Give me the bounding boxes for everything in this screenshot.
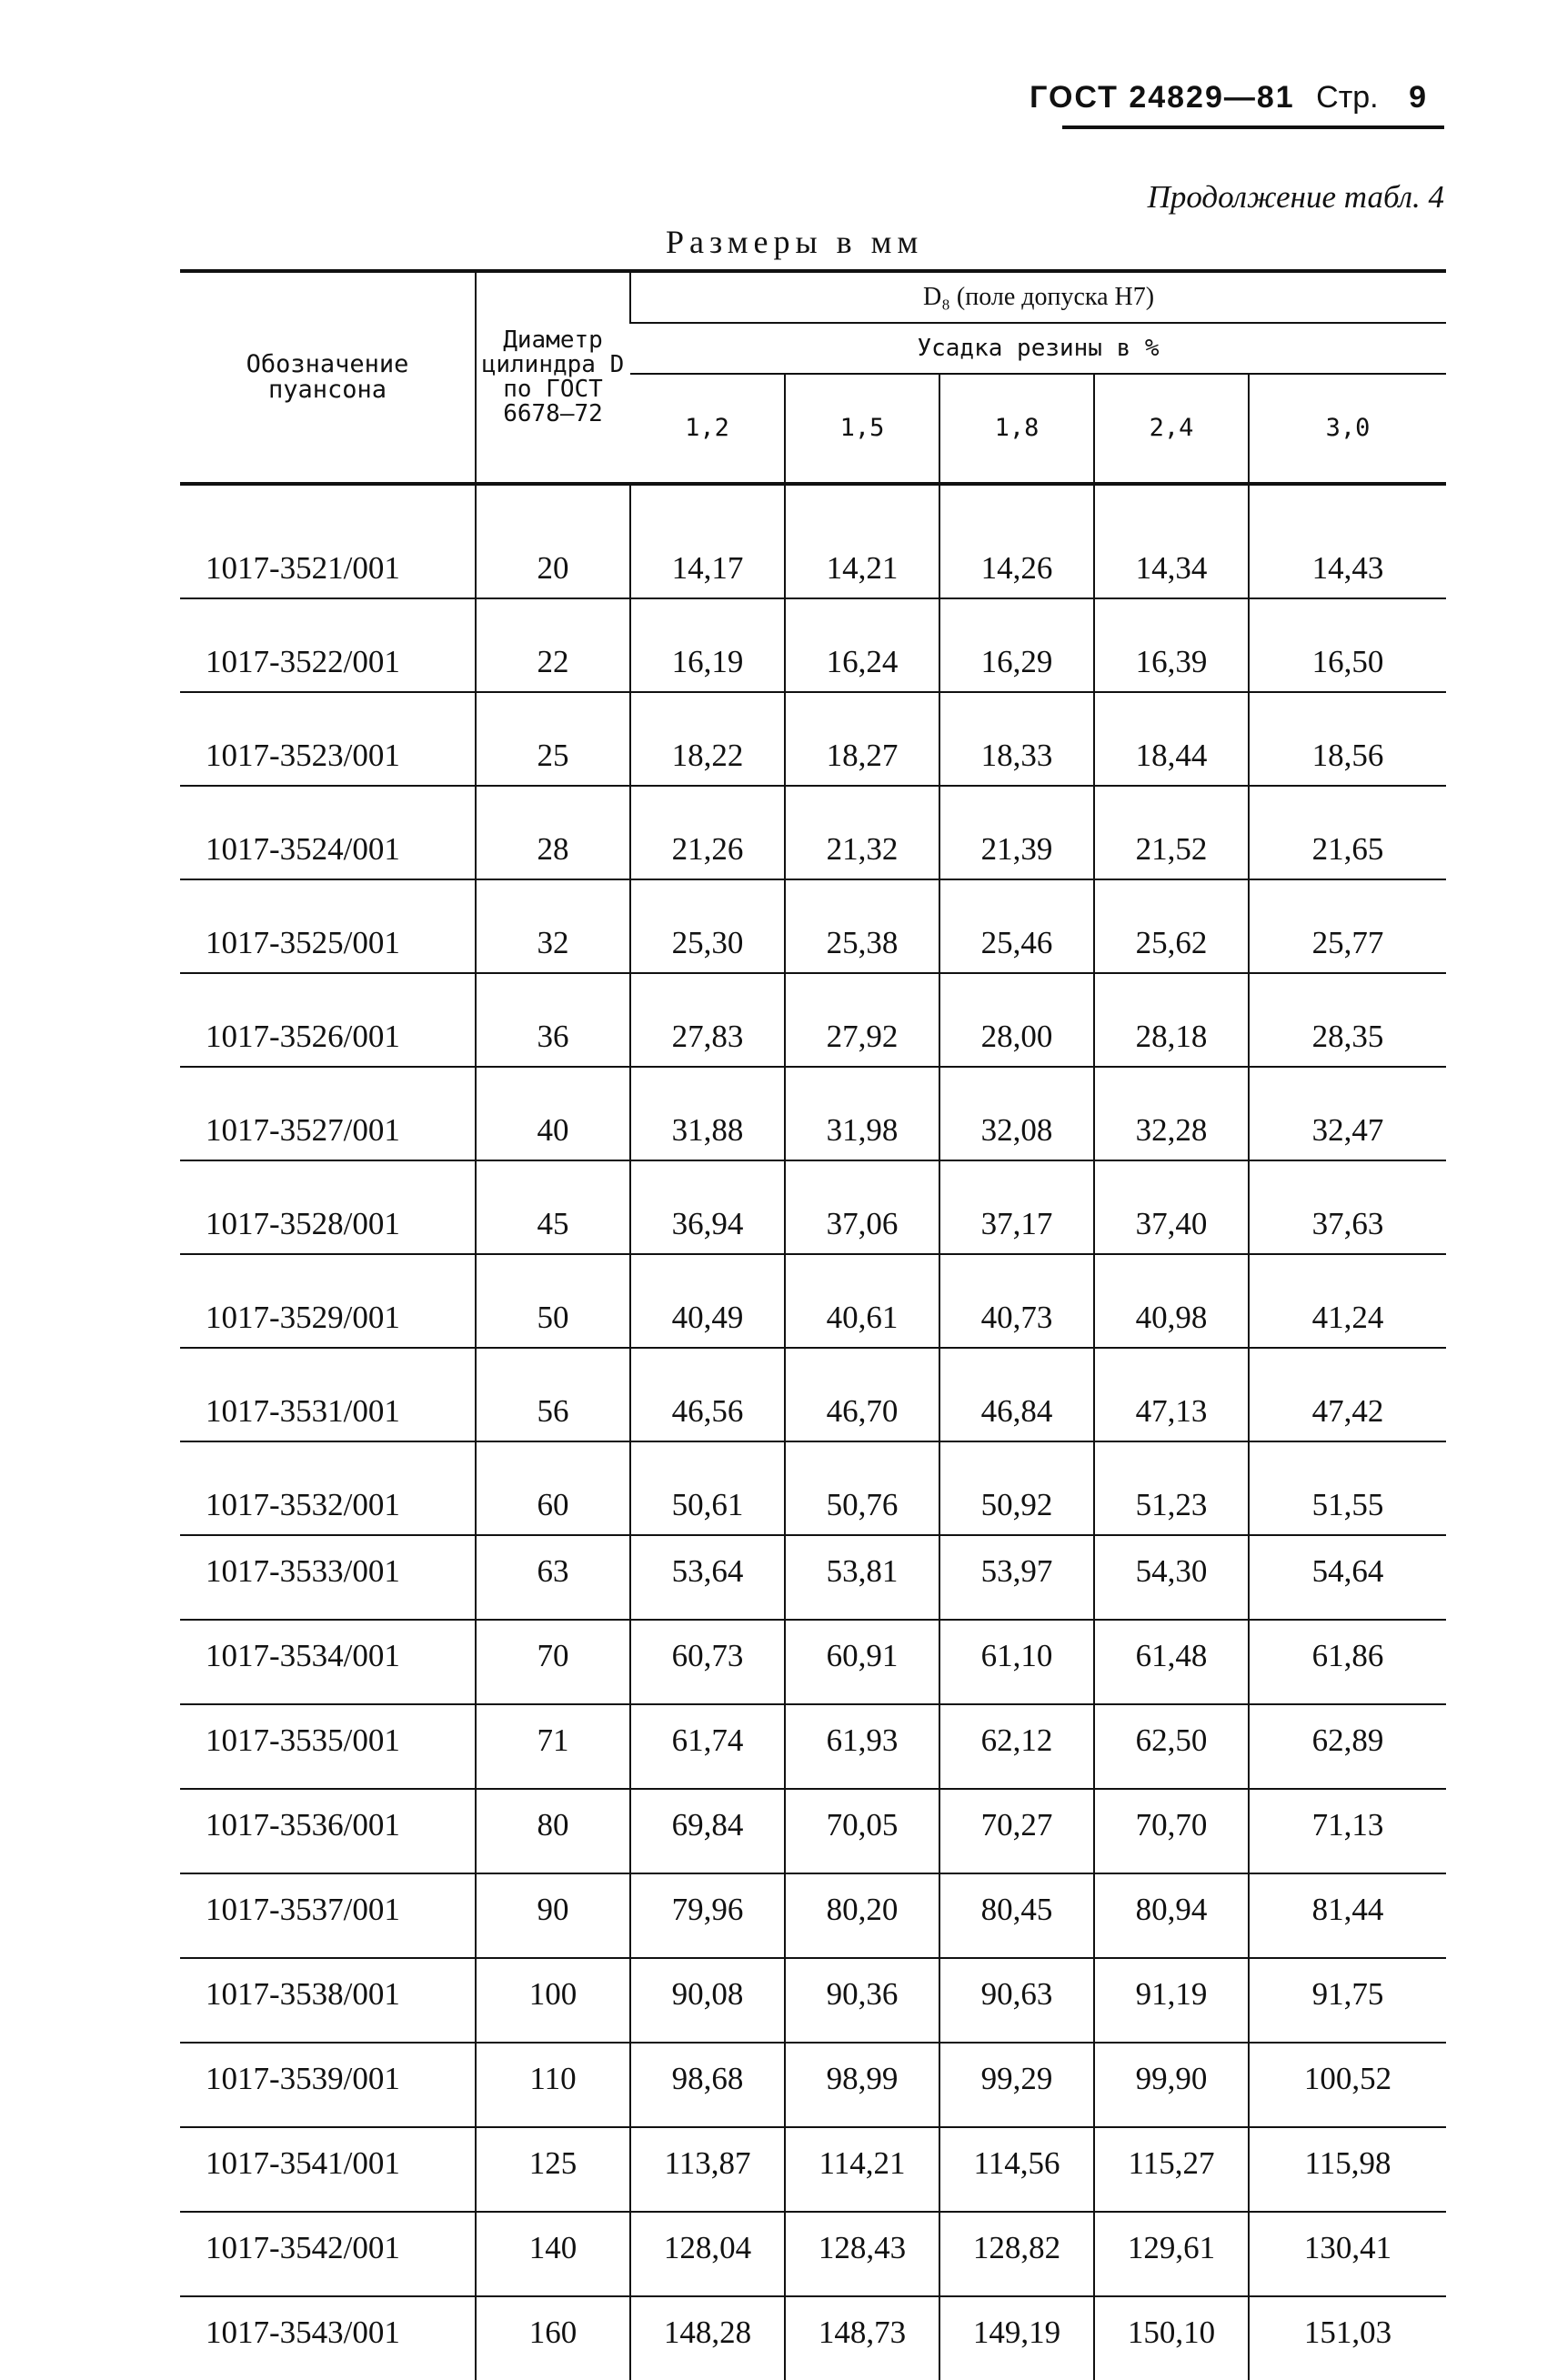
- table-row: [180, 1873, 1446, 1958]
- cell-d8-value: 90,36: [785, 1958, 939, 2043]
- cell-d8-value: 70,70: [1094, 1789, 1249, 1873]
- cell-d8-value: 18,22: [630, 692, 785, 786]
- cell-d8-value: 148,73: [785, 2296, 939, 2380]
- table-row: [180, 973, 1446, 1067]
- table-continuation-label: Продолжение табл. 4: [1147, 179, 1444, 215]
- cell-d8-value: 70,27: [939, 1789, 1094, 1873]
- table-row: [180, 1067, 1446, 1160]
- cell-designation: 1017-3531/001: [180, 1348, 476, 1441]
- cell-d8-value: 46,56: [630, 1348, 785, 1441]
- cell-d8-value: 27,92: [785, 973, 939, 1067]
- cell-d8-value: 60,73: [630, 1620, 785, 1704]
- cell-d8-value: 31,98: [785, 1067, 939, 1160]
- cell-diameter: 32: [476, 879, 630, 973]
- cell-diameter: 63: [476, 1535, 630, 1620]
- cell-diameter: 140: [476, 2212, 630, 2296]
- cell-d8-value: 14,34: [1094, 484, 1249, 598]
- header-diameter: Диаметр цилиндра D по ГОСТ 6678—72: [476, 271, 630, 484]
- cell-d8-value: 37,06: [785, 1160, 939, 1254]
- header-designation: Обозначение пуансона: [246, 350, 409, 404]
- cell-diameter: 50: [476, 1254, 630, 1348]
- table-row: [180, 1620, 1446, 1704]
- header-shrinkage: Усадка резины в %: [630, 323, 1446, 374]
- cell-d8-value: 54,30: [1094, 1535, 1249, 1620]
- cell-d8-value: 62,12: [939, 1704, 1094, 1789]
- cell-d8-value: 36,94: [630, 1160, 785, 1254]
- cell-d8-value: 90,63: [939, 1958, 1094, 2043]
- cell-d8-value: 114,21: [785, 2127, 939, 2212]
- cell-diameter: 22: [476, 598, 630, 692]
- cell-designation: 1017-3535/001: [180, 1704, 476, 1789]
- cell-d8-value: 14,21: [785, 484, 939, 598]
- cell-d8-value: 91,75: [1249, 1958, 1446, 2043]
- cell-diameter: 20: [476, 484, 630, 598]
- cell-d8-value: 28,18: [1094, 973, 1249, 1067]
- cell-diameter: 71: [476, 1704, 630, 1789]
- page-header: [1030, 80, 1426, 115]
- header-shrinkage-col: 2,4: [1094, 374, 1249, 484]
- cell-designation: 1017-3523/001: [180, 692, 476, 786]
- cell-d8-value: 98,99: [785, 2043, 939, 2127]
- table-row: [180, 786, 1446, 879]
- table-row: [180, 1254, 1446, 1348]
- cell-d8-value: 53,64: [630, 1535, 785, 1620]
- cell-d8-value: 128,04: [630, 2212, 785, 2296]
- cell-designation: 1017-3538/001: [180, 1958, 476, 2043]
- cell-d8-value: 50,61: [630, 1441, 785, 1535]
- cell-d8-value: 51,55: [1249, 1441, 1446, 1535]
- cell-d8-value: 25,77: [1249, 879, 1446, 973]
- cell-d8-value: 61,48: [1094, 1620, 1249, 1704]
- cell-d8-value: 61,10: [939, 1620, 1094, 1704]
- cell-designation: 1017-3542/001: [180, 2212, 476, 2296]
- cell-d8-value: 21,39: [939, 786, 1094, 879]
- table-row: [180, 1348, 1446, 1441]
- cell-d8-value: 114,56: [939, 2127, 1094, 2212]
- cell-d8-value: 70,05: [785, 1789, 939, 1873]
- cell-d8-value: 51,23: [1094, 1441, 1249, 1535]
- table-row: [180, 1441, 1446, 1535]
- cell-diameter: 90: [476, 1873, 630, 1958]
- cell-diameter: 56: [476, 1348, 630, 1441]
- cell-d8-value: 40,61: [785, 1254, 939, 1348]
- cell-d8-value: 128,43: [785, 2212, 939, 2296]
- table-header: [180, 271, 1446, 484]
- header-shrinkage-col: 1,8: [939, 374, 1094, 484]
- cell-d8-value: 61,74: [630, 1704, 785, 1789]
- cell-diameter: 60: [476, 1441, 630, 1535]
- cell-diameter: 110: [476, 2043, 630, 2127]
- cell-d8-value: 16,39: [1094, 598, 1249, 692]
- cell-designation: 1017-3521/001: [180, 484, 476, 598]
- cell-designation: 1017-3524/001: [180, 786, 476, 879]
- header-d8-tolerance: D₈ (поле допуска H7): [630, 271, 1446, 323]
- table-row: [180, 2212, 1446, 2296]
- cell-d8-value: 61,86: [1249, 1620, 1446, 1704]
- cell-d8-value: 25,62: [1094, 879, 1249, 973]
- cell-d8-value: 46,70: [785, 1348, 939, 1441]
- cell-d8-value: 37,40: [1094, 1160, 1249, 1254]
- cell-d8-value: 25,30: [630, 879, 785, 973]
- cell-d8-value: 25,46: [939, 879, 1094, 973]
- cell-d8-value: 50,76: [785, 1441, 939, 1535]
- cell-diameter: 80: [476, 1789, 630, 1873]
- table-row: [180, 598, 1446, 692]
- cell-d8-value: 28,00: [939, 973, 1094, 1067]
- cell-designation: 1017-3532/001: [180, 1441, 476, 1535]
- table-row: [180, 1958, 1446, 2043]
- table-row: [180, 484, 1446, 598]
- cell-d8-value: 115,27: [1094, 2127, 1249, 2212]
- cell-designation: 1017-3528/001: [180, 1160, 476, 1254]
- page-label: Стр.: [1316, 80, 1379, 115]
- page-number: 9: [1409, 80, 1426, 115]
- table-row: [180, 692, 1446, 786]
- header-rule: [1062, 126, 1444, 129]
- cell-d8-value: 14,26: [939, 484, 1094, 598]
- cell-d8-value: 148,28: [630, 2296, 785, 2380]
- table-body: [180, 484, 1446, 2380]
- cell-d8-value: 80,94: [1094, 1873, 1249, 1958]
- cell-d8-value: 21,52: [1094, 786, 1249, 879]
- cell-d8-value: 41,24: [1249, 1254, 1446, 1348]
- cell-diameter: 125: [476, 2127, 630, 2212]
- cell-d8-value: 91,19: [1094, 1958, 1249, 2043]
- cell-designation: 1017-3533/001: [180, 1535, 476, 1620]
- cell-d8-value: 71,13: [1249, 1789, 1446, 1873]
- table-row: [180, 1704, 1446, 1789]
- cell-d8-value: 25,38: [785, 879, 939, 973]
- cell-d8-value: 151,03: [1249, 2296, 1446, 2380]
- header-shrinkage-col: 3,0: [1249, 374, 1446, 484]
- cell-diameter: 40: [476, 1067, 630, 1160]
- cell-d8-value: 80,20: [785, 1873, 939, 1958]
- header-shrinkage-col: 1,5: [785, 374, 939, 484]
- cell-d8-value: 128,82: [939, 2212, 1094, 2296]
- cell-d8-value: 149,19: [939, 2296, 1094, 2380]
- cell-d8-value: 90,08: [630, 1958, 785, 2043]
- cell-d8-value: 79,96: [630, 1873, 785, 1958]
- cell-d8-value: 16,29: [939, 598, 1094, 692]
- cell-d8-value: 40,98: [1094, 1254, 1249, 1348]
- cell-diameter: 28: [476, 786, 630, 879]
- cell-d8-value: 28,35: [1249, 973, 1446, 1067]
- cell-diameter: 25: [476, 692, 630, 786]
- cell-diameter: 100: [476, 1958, 630, 2043]
- cell-d8-value: 54,64: [1249, 1535, 1446, 1620]
- cell-designation: 1017-3543/001: [206, 2314, 400, 2350]
- cell-d8-value: 69,84: [630, 1789, 785, 1873]
- cell-diameter: 45: [476, 1160, 630, 1254]
- cell-d8-value: 53,97: [939, 1535, 1094, 1620]
- cell-d8-value: 18,44: [1094, 692, 1249, 786]
- dimensions-table: [180, 269, 1446, 2380]
- header-shrinkage-col: 1,2: [685, 414, 729, 442]
- cell-d8-value: 98,68: [630, 2043, 785, 2127]
- cell-d8-value: 100,52: [1249, 2043, 1446, 2127]
- cell-designation: 1017-3534/001: [180, 1620, 476, 1704]
- cell-d8-value: 62,89: [1249, 1704, 1446, 1789]
- cell-d8-value: 40,73: [939, 1254, 1094, 1348]
- cell-d8-value: 16,24: [785, 598, 939, 692]
- cell-d8-value: 32,28: [1094, 1067, 1249, 1160]
- cell-d8-value: 81,44: [1249, 1873, 1446, 1958]
- cell-designation: 1017-3536/001: [180, 1789, 476, 1873]
- cell-d8-value: 60,91: [785, 1620, 939, 1704]
- cell-d8-value: 50,92: [939, 1441, 1094, 1535]
- cell-d8-value: 32,08: [939, 1067, 1094, 1160]
- cell-d8-value: 99,90: [1094, 2043, 1249, 2127]
- cell-d8-value: 129,61: [1094, 2212, 1249, 2296]
- cell-designation: 1017-3541/001: [180, 2127, 476, 2212]
- cell-d8-value: 18,33: [939, 692, 1094, 786]
- cell-designation: 1017-3522/001: [180, 598, 476, 692]
- cell-designation: 1017-3539/001: [180, 2043, 476, 2127]
- cell-d8-value: 16,50: [1249, 598, 1446, 692]
- cell-d8-value: 40,49: [630, 1254, 785, 1348]
- cell-d8-value: 21,32: [785, 786, 939, 879]
- cell-d8-value: 99,29: [939, 2043, 1094, 2127]
- cell-d8-value: 27,83: [630, 973, 785, 1067]
- cell-d8-value: 14,43: [1249, 484, 1446, 598]
- cell-designation: 1017-3525/001: [180, 879, 476, 973]
- cell-d8-value: 21,65: [1249, 786, 1446, 879]
- cell-d8-value: 37,63: [1249, 1160, 1446, 1254]
- table-row: [180, 879, 1446, 973]
- cell-d8-value: 53,81: [785, 1535, 939, 1620]
- cell-d8-value: 16,19: [630, 598, 785, 692]
- cell-d8-value: 62,50: [1094, 1704, 1249, 1789]
- table-row: [180, 2127, 1446, 2212]
- cell-d8-value: 115,98: [1249, 2127, 1446, 2212]
- table-row: [180, 1789, 1446, 1873]
- table-row: [180, 1160, 1446, 1254]
- cell-d8-value: 80,45: [939, 1873, 1094, 1958]
- units-caption: Размеры в мм: [666, 224, 924, 260]
- standard-number: ГОСТ 24829—81: [1030, 80, 1295, 115]
- cell-d8-value: 47,42: [1249, 1348, 1446, 1441]
- cell-d8-value: 130,41: [1249, 2212, 1446, 2296]
- cell-d8-value: 31,88: [630, 1067, 785, 1160]
- cell-diameter: 160: [476, 2296, 630, 2380]
- cell-designation: 1017-3537/001: [180, 1873, 476, 1958]
- cell-d8-value: 150,10: [1094, 2296, 1249, 2380]
- cell-d8-value: 61,93: [785, 1704, 939, 1789]
- cell-d8-value: 46,84: [939, 1348, 1094, 1441]
- cell-d8-value: 21,26: [630, 786, 785, 879]
- cell-d8-value: 37,17: [939, 1160, 1094, 1254]
- cell-d8-value: 32,47: [1249, 1067, 1446, 1160]
- cell-d8-value: 47,13: [1094, 1348, 1249, 1441]
- cell-designation: 1017-3526/001: [180, 973, 476, 1067]
- table-row: [180, 2296, 1446, 2380]
- cell-d8-value: 18,27: [785, 692, 939, 786]
- table-row: [180, 1535, 1446, 1620]
- cell-designation: 1017-3529/001: [180, 1254, 476, 1348]
- cell-d8-value: 113,87: [630, 2127, 785, 2212]
- cell-designation: 1017-3527/001: [180, 1067, 476, 1160]
- cell-diameter: 36: [476, 973, 630, 1067]
- cell-d8-value: 18,56: [1249, 692, 1446, 786]
- cell-d8-value: 14,17: [630, 484, 785, 598]
- table-row: [180, 2043, 1446, 2127]
- cell-diameter: 70: [476, 1620, 630, 1704]
